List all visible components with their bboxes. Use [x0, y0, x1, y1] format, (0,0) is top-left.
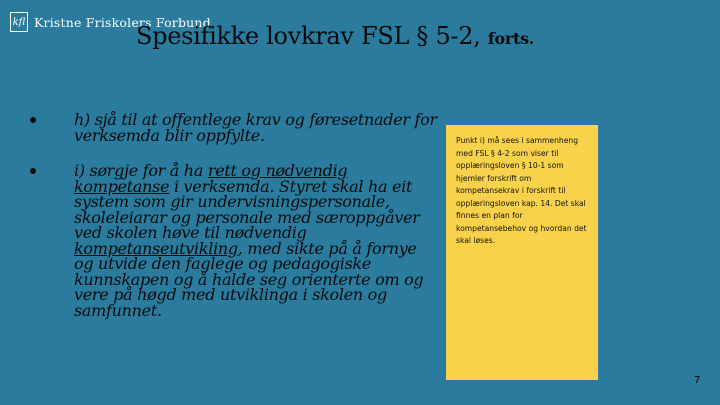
bullet-list [30, 112, 440, 338]
bullet-text-i-part1: i) sørgje for å ha [74, 161, 208, 180]
slide-title-main: Spesifikke lovkrav FSL § 5-2, [136, 22, 481, 50]
bullet-text-i-part2: i verksemda. Styret skal ha eit system som gir undervisningspersonale, skoleleiarar og personale med særoppgåver ved skolen høve til nødvendig [74, 176, 420, 242]
slide-title-suffix: forts. [487, 29, 535, 48]
bullet-item-h [30, 112, 440, 143]
page-number: 7 [694, 375, 701, 386]
bullet-text-i-underline1: rett og nødvendig kompetanse [74, 161, 348, 196]
bullet-text-h: h) sjå til at offentlege krav og føresetnader for verksemda blir oppfylte. [74, 110, 437, 145]
logo-mark: kfl [10, 12, 28, 32]
sticky-note [446, 125, 598, 380]
bullet-item-i [30, 163, 440, 318]
logo-name: Kristne Friskolers Forbund [34, 14, 211, 30]
bullet-text-i-underline2: kompetanseutvikling [74, 238, 238, 258]
bullet-dot-icon [30, 117, 36, 123]
bullet-dot-icon [30, 168, 36, 174]
bullet-text-i-part3: , med sikte på å fornye og utvide den faglege og pedagogiske kunnskapen og å halde seg orienterte om og vere på høgd med utviklinga i skolen og samfunnet. [74, 238, 424, 320]
slide-title [136, 22, 534, 50]
sticky-note-text: Punkt i) må sees i sammenheng med FSL § 4-2 som viser til opplæringsloven § 10-1 som hjemler forskrift om kompetansekrav i forskrift til opplæringsloven kap. 14. Det skal finnes en plan for kompetansebehov og hvordan det skal løses. [456, 136, 587, 245]
